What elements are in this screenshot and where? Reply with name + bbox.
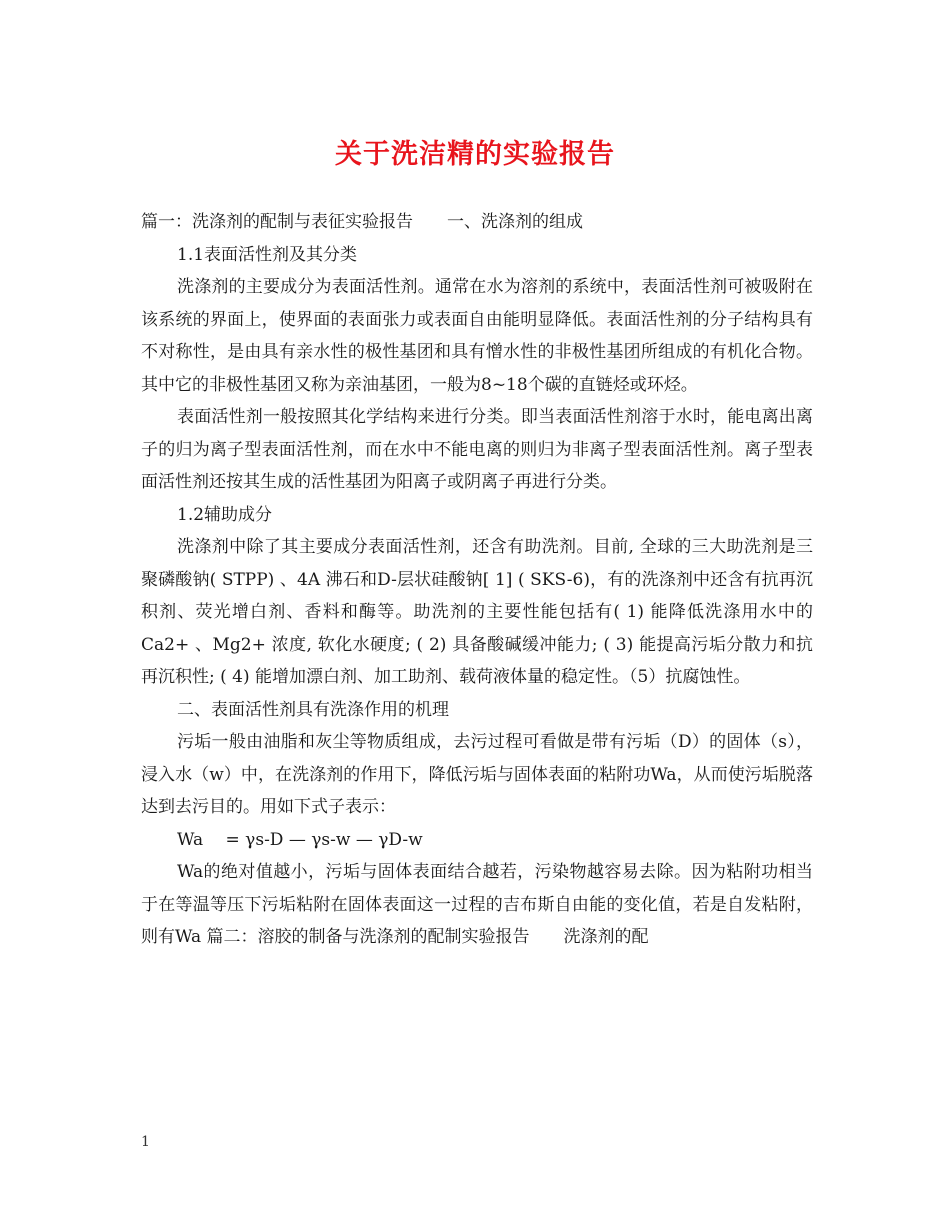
paragraph: 表面活性剂一般按照其化学结构来进行分类。即当表面活性剂溶于水时，能电离出离子的归为离子型表面活性剂，而在水中不能电离的则归为非离子型表面活性剂。离子型表面活性剂还按其生成的活性基团为阳离子或阴离子再进行分类。 xyxy=(141,407,813,492)
paragraph: 二、表面活性剂具有洗涤作用的机理 xyxy=(177,699,449,720)
document-title: 关于洗洁精的实验报告 xyxy=(335,139,615,170)
page-number: 1 xyxy=(141,1134,150,1150)
document-body xyxy=(141,206,813,954)
paragraph: 篇一：洗涤剂的配制与表征实验报告 一、洗涤剂的组成 xyxy=(141,212,583,232)
paragraph: 1.1表面活性剂及其分类 xyxy=(177,244,358,265)
paragraph: 1.2辅助成分 xyxy=(177,504,273,525)
paragraph: 洗涤剂的主要成分为表面活性剂。通常在水为溶剂的系统中，表面活性剂可被吸附在该系统的界面上，使界面的表面张力或表面自由能明显降低。表面活性剂的分子结构具有不对称性，是由具有亲水性的极性基团和具有憎水性的非极性基团所组成的有机化合物。其中它的非极性基团又称为亲油基团，一般为8~18个碳的直链烃或环烃。 xyxy=(141,277,813,395)
paragraph: Wa = γs-D — γs-w — γD-w xyxy=(177,829,423,850)
paragraph: 污垢一般由油脂和灰尘等物质组成，去污过程可看做是带有污垢（D）的固体（s），浸入水（w）中，在洗涤剂的作用下，降低污垢与固体表面的粘附功Wa，从而使污垢脱落达到去污目的。用如下式子表示： xyxy=(141,732,813,817)
paragraph: Wa的绝对值越小，污垢与固体表面结合越若，污染物越容易去除。因为粘附功相当于在等温等压下污垢粘附在固体表面这一过程的吉布斯自由能的变化值，若是自发粘附，则有Wa 篇二：溶胶的制备与洗涤剂的配制实验报告 洗涤剂的配 xyxy=(141,862,813,947)
paragraph: 洗涤剂中除了其主要成分表面活性剂，还含有助洗剂。目前, 全球的三大助洗剂是三聚磷酸钠( STPP) 、4A 沸石和D-层状硅酸钠[ 1] ( SKS-6)，有的洗涤剂中还含有抗再沉积剂、荧光增白剂、香料和酶等。助洗剂的主要性能包括有( 1) 能降低洗涤用水中的Ca2+ 、Mg2+ 浓度, 软化水硬度; ( 2) 具备酸碱缓冲能力; ( 3) 能提高污垢分散力和抗再沉积性; ( 4) 能增加漂白剂、加工助剂、载荷液体量的稳定性。（5）抗腐蚀性。 xyxy=(141,537,813,687)
